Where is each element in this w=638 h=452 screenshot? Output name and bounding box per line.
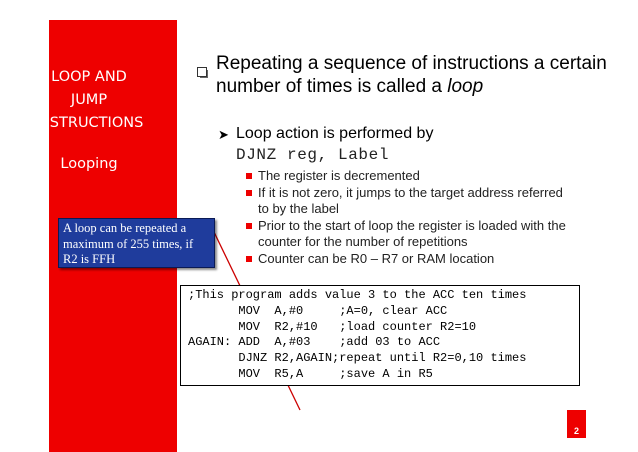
code-line: MOV A,#0 ;A=0, clear ACC — [188, 303, 448, 318]
page-number-badge — [567, 410, 586, 438]
list-item: The register is decremented — [246, 168, 576, 185]
callout-box — [58, 218, 215, 268]
code-listing — [180, 285, 580, 386]
code-line: DJNZ R2,AGAIN;repeat until R2=0,10 times — [188, 351, 527, 366]
instruction-syntax: DJNZ reg, Label — [236, 146, 390, 164]
detail-list — [246, 168, 576, 267]
hollow-square-bullet-icon — [197, 67, 208, 78]
section-title-line: LOOP AND — [51, 69, 127, 85]
list-item: Prior to the start of loop the register is loaded with the counter for the number of repetitions — [246, 218, 576, 251]
code-line: ;This program adds value 3 to the ACC ten times — [188, 288, 527, 302]
main-bullet-italic-term: loop — [447, 76, 484, 97]
page-number: 2 — [573, 426, 579, 436]
section-subtitle: Looping — [60, 156, 118, 172]
callout-line: maximum of 255 times, if — [63, 236, 194, 251]
section-title-line: JUMP — [70, 92, 108, 108]
list-item: Counter can be R0 – R7 or RAM location — [246, 251, 576, 268]
section-title-line: INSTRUCTIONS — [34, 115, 144, 131]
callout-line: R2 is FFH — [63, 252, 116, 266]
callout-line: A loop can be repeated a — [63, 221, 187, 235]
arrowhead-bullet-icon: ➤ — [218, 127, 229, 142]
list-item: If it is not zero, it jumps to the target address referred to by the label — [246, 185, 576, 218]
code-line: MOV R5,A ;save A in R5 — [188, 366, 433, 381]
main-bullet-text: Repeating a sequence of instructions a certain number of times is called a — [216, 53, 607, 97]
code-line: MOV R2,#10 ;load counter R2=10 — [188, 319, 477, 334]
main-bullet — [216, 52, 626, 98]
sub-bullet: Loop action is performed by — [236, 125, 434, 142]
code-line: AGAIN: ADD A,#03 ;add 03 to ACC — [188, 335, 441, 350]
